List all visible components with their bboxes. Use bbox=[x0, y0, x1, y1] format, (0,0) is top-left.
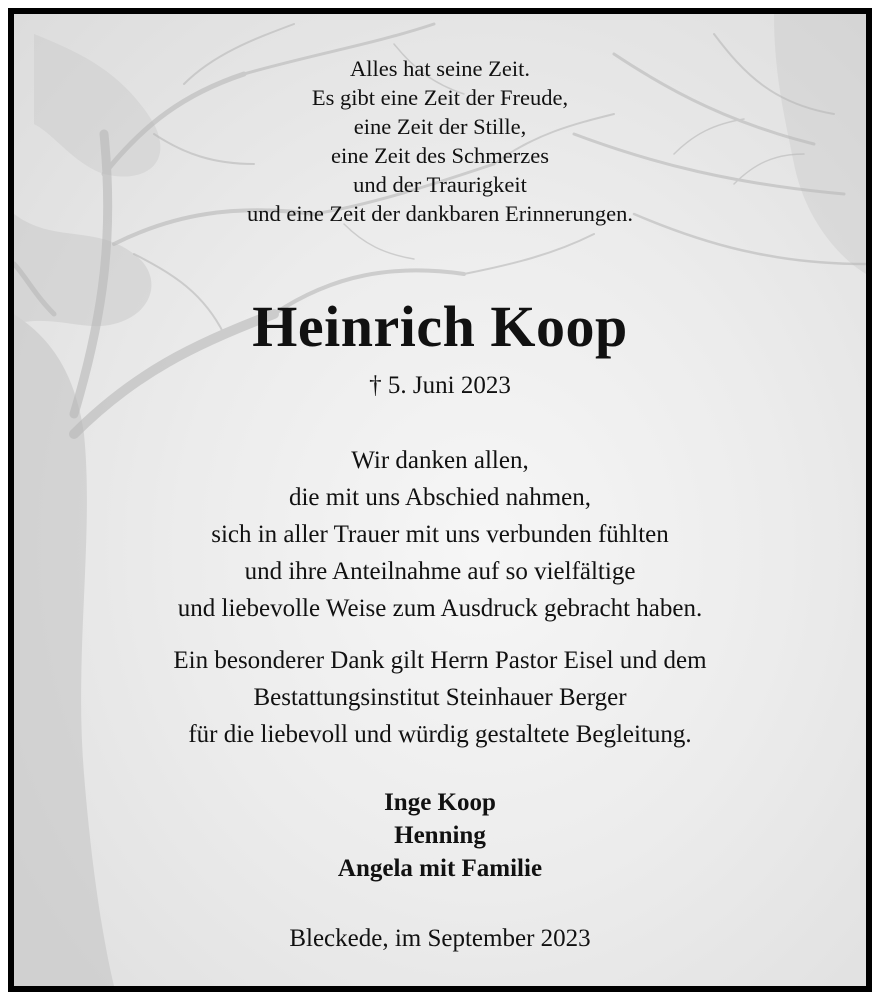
family-signatures bbox=[14, 786, 866, 885]
thanks-line: und ihre Anteilnahme auf so vielfältige bbox=[244, 558, 636, 585]
special-thanks-line: Bestattungsinstitut Steinhauer Berger bbox=[253, 684, 627, 711]
poem-line: eine Zeit der Stille, bbox=[353, 114, 527, 139]
place-and-date: Bleckede, im September 2023 bbox=[289, 925, 591, 952]
poem-line: eine Zeit des Schmerzes bbox=[330, 143, 550, 168]
family-member: Angela mit Familie bbox=[337, 855, 543, 882]
poem bbox=[14, 54, 866, 228]
poem-line: Alles hat seine Zeit. bbox=[350, 56, 530, 81]
poem-line: und der Traurigkeit bbox=[353, 172, 527, 197]
family-member: Inge Koop bbox=[384, 789, 496, 816]
death-date: † 5. Juni 2023 bbox=[369, 372, 511, 399]
thanks-line: und liebevolle Weise zum Ausdruck gebracht haben. bbox=[177, 595, 703, 622]
thanks-line: Wir danken allen, bbox=[351, 447, 529, 474]
thanks-line: sich in aller Trauer mit uns verbunden fühlten bbox=[211, 521, 669, 548]
poem-line: Es gibt eine Zeit der Freude, bbox=[311, 85, 569, 110]
special-thanks-line: für die liebevoll und würdig gestaltete Begleitung. bbox=[188, 721, 692, 748]
notice-text bbox=[14, 14, 866, 986]
deceased-name: Heinrich Koop bbox=[252, 294, 628, 359]
thanks-paragraph bbox=[14, 442, 866, 627]
obituary-notice bbox=[8, 8, 872, 992]
thanks-line: die mit uns Abschied nahmen, bbox=[288, 484, 592, 511]
poem-line: und eine Zeit der dankbaren Erinnerungen. bbox=[246, 201, 634, 226]
special-thanks-line: Ein besonderer Dank gilt Herrn Pastor Eisel und dem bbox=[173, 647, 707, 674]
special-thanks-paragraph bbox=[14, 642, 866, 753]
family-member: Henning bbox=[394, 822, 486, 849]
